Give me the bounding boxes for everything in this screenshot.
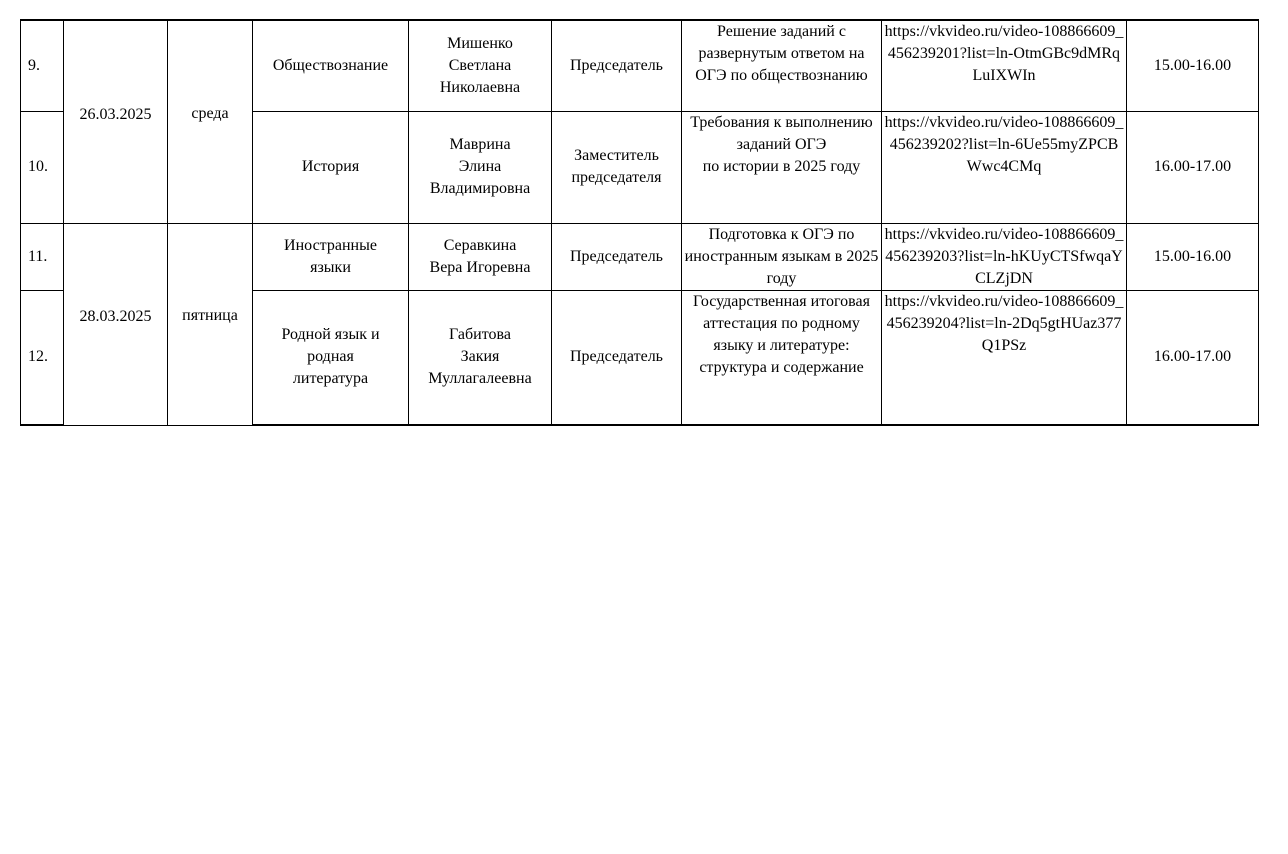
subject-text: Обществознание: [272, 56, 389, 74]
subject-cell: [253, 20, 409, 111]
time-cell: 16.00-17.00: [1127, 290, 1259, 425]
schedule-table: [20, 19, 1259, 426]
person-name-cell: [409, 111, 552, 223]
time-cell: 15.00-16.00: [1127, 20, 1259, 111]
video-link[interactable]: https://vkvideo.ru/video-108866609_456239202?list=ln-6Ue55myZPCBWwc4CMq: [884, 113, 1124, 175]
person-name-text: Мишенко Светлана Николаевна: [439, 34, 521, 96]
topic-cell: [682, 20, 882, 111]
role-cell: [552, 111, 682, 223]
video-link[interactable]: https://vkvideo.ru/video-108866609_456239201?list=ln-OtmGBc9dMRqLuIXWIn: [884, 23, 1124, 84]
topic-text: Требования к выполнению заданий ОГЭ по истории в 2025 году: [690, 113, 873, 175]
topic-cell: [682, 111, 882, 223]
person-name-cell: [409, 20, 552, 111]
row-number: 12.: [21, 290, 64, 425]
video-link-cell[interactable]: [882, 290, 1127, 425]
date-cell: 28.03.2025: [64, 223, 168, 425]
video-link-cell[interactable]: [882, 223, 1127, 290]
role-cell: [552, 20, 682, 111]
topic-cell: [682, 290, 882, 425]
video-link[interactable]: https://vkvideo.ru/video-108866609_456239204?list=ln-2Dq5gtHUaz377Q1PSz: [884, 292, 1124, 354]
date-cell: 26.03.2025: [64, 20, 168, 223]
time-cell: 16.00-17.00: [1127, 111, 1259, 223]
weekday-cell: пятница: [168, 223, 253, 425]
subject-cell: [253, 111, 409, 223]
subject-text: Иностранные языки: [284, 236, 377, 276]
subject-text: История: [301, 158, 360, 175]
video-link-cell[interactable]: [882, 20, 1127, 111]
topic-text: Подготовка к ОГЭ по иностранным языкам в 2025 году: [684, 225, 879, 287]
person-name-text: Маврина Элина Владимировна: [429, 136, 531, 197]
weekday-cell: среда: [168, 20, 253, 223]
subject-text: Родной язык и родная литература: [281, 326, 380, 388]
video-link-cell[interactable]: [882, 111, 1127, 223]
role-text: Председатель: [570, 247, 663, 265]
subject-cell: [253, 223, 409, 290]
role-cell: [552, 223, 682, 290]
role-cell: [552, 290, 682, 425]
person-name-text: Серавкина Вера Игоревна: [429, 236, 531, 276]
topic-cell: [682, 223, 882, 290]
video-link[interactable]: https://vkvideo.ru/video-108866609_456239203?list=ln-hKUyCTSfwqaYCLZjDN: [884, 225, 1124, 287]
topic-text: Государственная итоговая аттестация по родному языку и литературе: структура и содержание: [693, 292, 870, 376]
topic-text: Решение заданий с развернутым ответом на ОГЭ по обществознанию: [695, 23, 868, 84]
row-number: 11.: [21, 223, 64, 290]
table-row: [21, 20, 1259, 111]
table-row: [21, 223, 1259, 290]
row-number: 9.: [21, 20, 64, 111]
role-text: Заместитель председателя: [571, 147, 662, 186]
person-name-cell: [409, 290, 552, 425]
role-text: Председатель: [570, 56, 663, 74]
subject-cell: [253, 290, 409, 425]
time-cell: 15.00-16.00: [1127, 223, 1259, 290]
role-text: Председатель: [570, 348, 663, 366]
person-name-cell: [409, 223, 552, 290]
row-number: 10.: [21, 111, 64, 223]
person-name-text: Габитова Закия Муллагалеевна: [428, 326, 532, 388]
